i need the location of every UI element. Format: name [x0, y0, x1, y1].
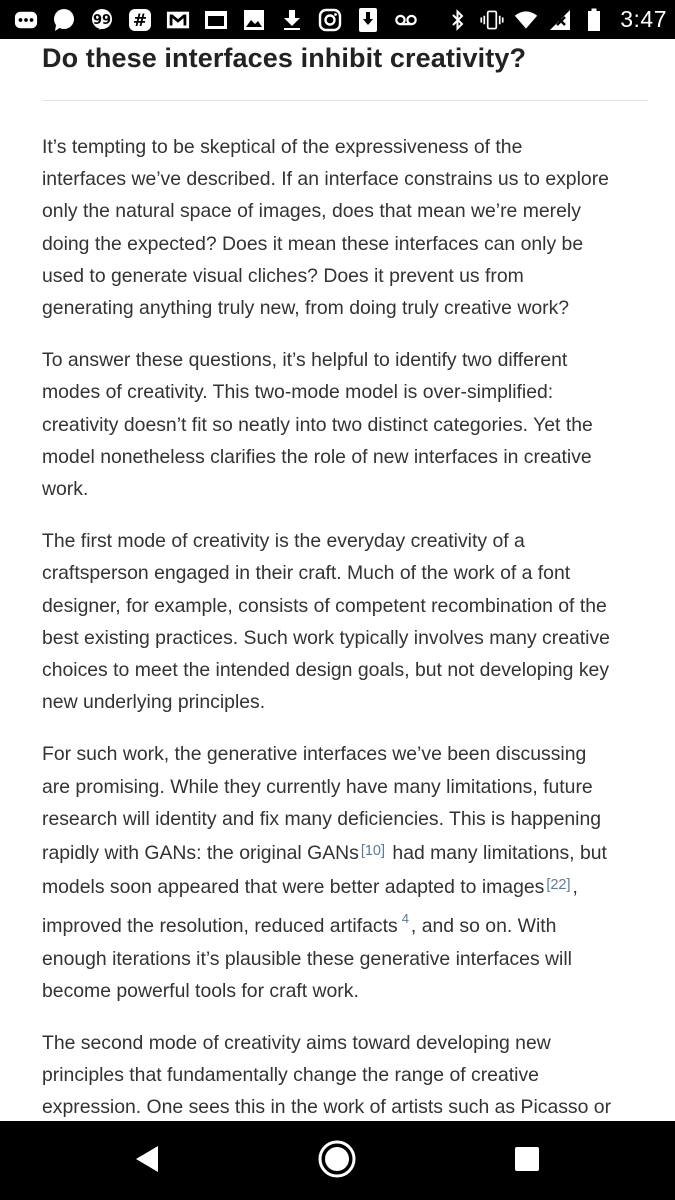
- text-line: [42, 869, 650, 903]
- recents-button[interactable]: [504, 1138, 550, 1184]
- heading-divider: [42, 100, 648, 101]
- citation-link-22[interactable]: [22]: [546, 877, 571, 894]
- quote-bubble-icon: [90, 8, 114, 32]
- notification-icons: [14, 8, 418, 32]
- article-body: [42, 131, 650, 1121]
- text-line: The first mode of creativity is the everyday creativity of a: [42, 530, 525, 553]
- text-line: become powerful tools for craft work.: [42, 979, 359, 1002]
- more-dots-icon: [14, 8, 38, 32]
- chat-bubble-icon: [52, 8, 76, 32]
- recents-icon: [513, 1145, 541, 1178]
- text-line: craftsperson engaged in their craft. Much of the work of a font: [42, 562, 571, 585]
- text-line: enough iterations it’s plausible these generative interfaces will: [42, 947, 572, 970]
- navigation-bar: [0, 1121, 675, 1200]
- vibrate-icon: [480, 8, 504, 32]
- text-line: work.: [42, 478, 89, 501]
- signal-icon: [548, 8, 572, 32]
- text-segment: improved the resolution, reduced artifacts: [42, 915, 398, 938]
- text-line: new underlying principles.: [42, 691, 266, 714]
- text-line: interfaces we’ve described. If an interface constrains us to explore: [42, 168, 609, 191]
- text-segment: ,: [572, 876, 578, 899]
- download-icon: [280, 8, 304, 32]
- instagram-icon: [318, 8, 342, 32]
- text-line: modes of creativity. This two-mode model is over-simplified:: [42, 381, 554, 404]
- text-line: creativity doesn’t fit so neatly into two distinct categories. Yet the: [42, 413, 593, 436]
- status-bar: [0, 0, 675, 39]
- svg-text:99: 99: [92, 12, 112, 28]
- window-icon: [204, 8, 228, 32]
- text-line: [42, 835, 650, 869]
- battery-icon: [582, 8, 606, 32]
- text-line: model nonetheless clarifies the role of new interfaces in creative: [42, 445, 592, 468]
- text-line: It’s tempting to be skeptical of the expressiveness of the: [42, 136, 523, 158]
- text-line: only the natural space of images, does that mean we’re merely: [42, 200, 581, 223]
- svg-text:#: #: [132, 10, 148, 31]
- text-segment: had many limitations, but: [387, 842, 607, 865]
- text-line: principles that fundamentally change the range of creative: [42, 1064, 539, 1087]
- paragraph-1: [42, 131, 650, 324]
- text-line: generating anything truly new, from doing truly creative work?: [42, 297, 570, 320]
- text-line: [42, 903, 650, 942]
- back-icon: [133, 1144, 161, 1179]
- system-icons: [446, 6, 667, 33]
- text-line: expression. One sees this in the work of artists such as Picasso or: [42, 1096, 612, 1119]
- text-line: choices to meet the intended design goals, but not developing key: [42, 659, 610, 682]
- text-line: designer, for example, consists of competent recombination of the: [42, 594, 607, 617]
- paragraph-5: [42, 1027, 650, 1121]
- article-content[interactable]: [0, 39, 675, 1121]
- text-line: research will identity and fix many deficiencies. This is happening: [42, 807, 602, 830]
- download-box-icon: [356, 8, 380, 32]
- text-line: The second mode of creativity aims toward developing new: [42, 1032, 551, 1055]
- home-button[interactable]: [314, 1138, 360, 1184]
- slack-icon: [128, 8, 152, 32]
- text-line: are promising. While they currently have many limitations, future: [42, 775, 593, 798]
- text-line: best existing practices. Such work typically involves many creative: [42, 626, 610, 649]
- home-icon: [317, 1139, 357, 1184]
- text-segment: , and so on. With: [410, 915, 557, 938]
- footnote-link-4[interactable]: 4: [401, 911, 409, 927]
- paragraph-3: [42, 525, 650, 718]
- text-segment: rapidly with GANs: the original GANs: [42, 842, 359, 865]
- clock: 3:47: [620, 6, 667, 32]
- text-line: doing the expected? Does it mean these interfaces can only be: [42, 232, 584, 255]
- paragraph-4: [42, 738, 650, 1007]
- section-heading: Do these interfaces inhibit creativity?: [42, 43, 527, 73]
- gmail-icon: [166, 8, 190, 32]
- text-segment: models soon appeared that were better adapted to images: [42, 876, 545, 899]
- text-line: To answer these questions, it’s helpful to identify two different: [42, 349, 568, 372]
- image-icon: [242, 8, 266, 32]
- citation-link-10[interactable]: [10]: [360, 843, 386, 860]
- paragraph-2: [42, 344, 650, 505]
- text-line: used to generate visual cliches? Does it prevent us from: [42, 264, 524, 287]
- bluetooth-icon: [446, 8, 470, 32]
- voicemail-icon: [394, 8, 418, 32]
- back-button[interactable]: [124, 1138, 170, 1184]
- text-line: For such work, the generative interfaces we’ve been discussing: [42, 743, 587, 766]
- wifi-icon: [514, 8, 538, 32]
